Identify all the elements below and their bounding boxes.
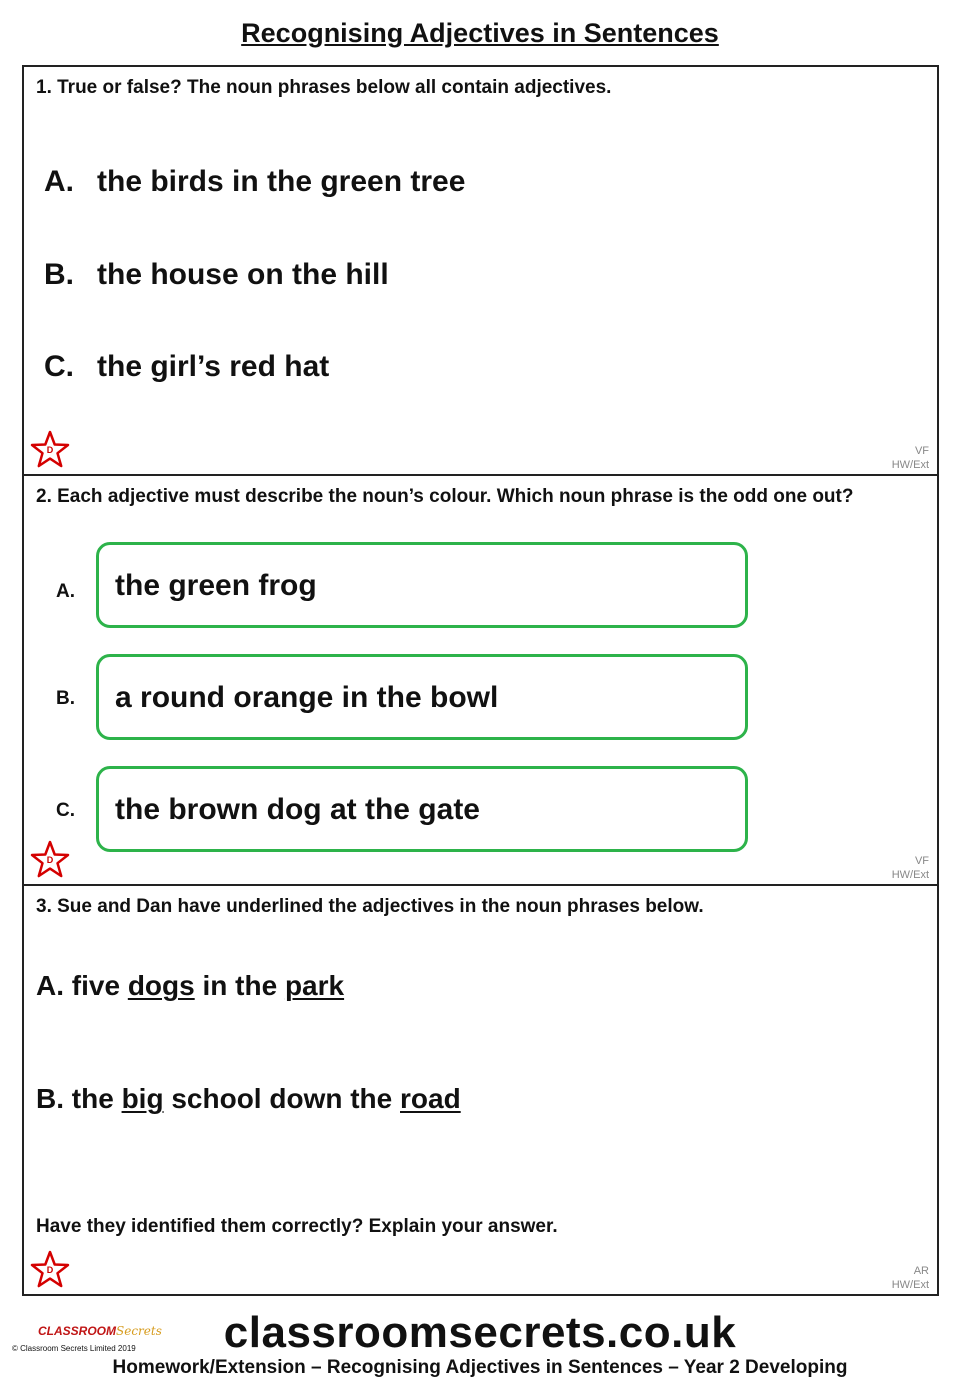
footer-text: Homework/Extension – Recognising Adjectives in Sentences – Year 2 Developing [112,1357,848,1378]
option-c-box[interactable] [96,766,748,852]
option-b-box[interactable] [96,654,748,740]
difficulty-star-icon [30,1250,70,1290]
question-1-panel [22,65,939,476]
question-2-text: 2. Each adjective must describe the noun’s colour. Which noun phrase is the odd one out? [36,486,854,507]
copyright-text: © Classroom Secrets Limited 2019 [12,1344,136,1353]
underlined-word: road [400,1083,461,1114]
option-c-letter: C. [56,800,75,821]
question-3-prompt: Have they identified them correctly? Explain your answer. [36,1216,558,1237]
option-b-letter: B. [56,688,75,709]
option-c-letter: C. [44,350,74,383]
option-b-letter: B. [44,258,74,291]
option-a-letter: A. [56,581,75,602]
code-line-1: VF [914,445,929,457]
underlined-word: park [284,970,345,1001]
code-line-1: AR [913,1265,929,1277]
option-b-text: the house on the hill [97,258,389,291]
option-a-box[interactable] [96,542,748,628]
classroom-secrets-logo: CLASSROOMSecrets [38,1324,162,1338]
code-line-2: HW/Ext [891,459,929,471]
option-b-text: a round orange in the bowl [115,681,499,714]
website-url[interactable]: classroomsecrets.co.uk [223,1308,737,1357]
code-line-2: HW/Ext [891,1279,929,1291]
underlined-word: big [121,1083,164,1114]
code-line-1: VF [914,855,929,867]
code-line-2: HW/Ext [891,869,929,881]
question-3-text: 3. Sue and Dan have underlined the adjectives in the noun phrases below. [36,896,704,917]
difficulty-star-icon [30,430,70,470]
question-code [892,854,929,882]
question-1-text: 1. True or false? The noun phrases below all contain adjectives. [36,77,612,98]
phrase-a: A. five dogs in the park [36,970,345,1001]
question-2-panel [22,474,939,886]
difficulty-star-icon [30,840,70,880]
option-c-text: the girl’s red hat [97,350,330,383]
option-a-letter: A. [44,165,74,198]
phrase-b: B. the big school down the road [36,1083,461,1114]
difficulty-letter: D [46,855,54,865]
question-code [892,444,929,472]
option-c-text: the brown dog at the gate [115,793,480,826]
option-a-text: the green frog [115,569,317,602]
difficulty-letter: D [46,1265,54,1275]
question-3-panel [22,884,939,1296]
option-a-text: the birds in the green tree [97,165,466,198]
underlined-word: dogs [127,970,195,1001]
question-code [892,1264,929,1292]
page-title: Recognising Adjectives in Sentences [241,18,719,48]
difficulty-letter: D [46,445,54,455]
